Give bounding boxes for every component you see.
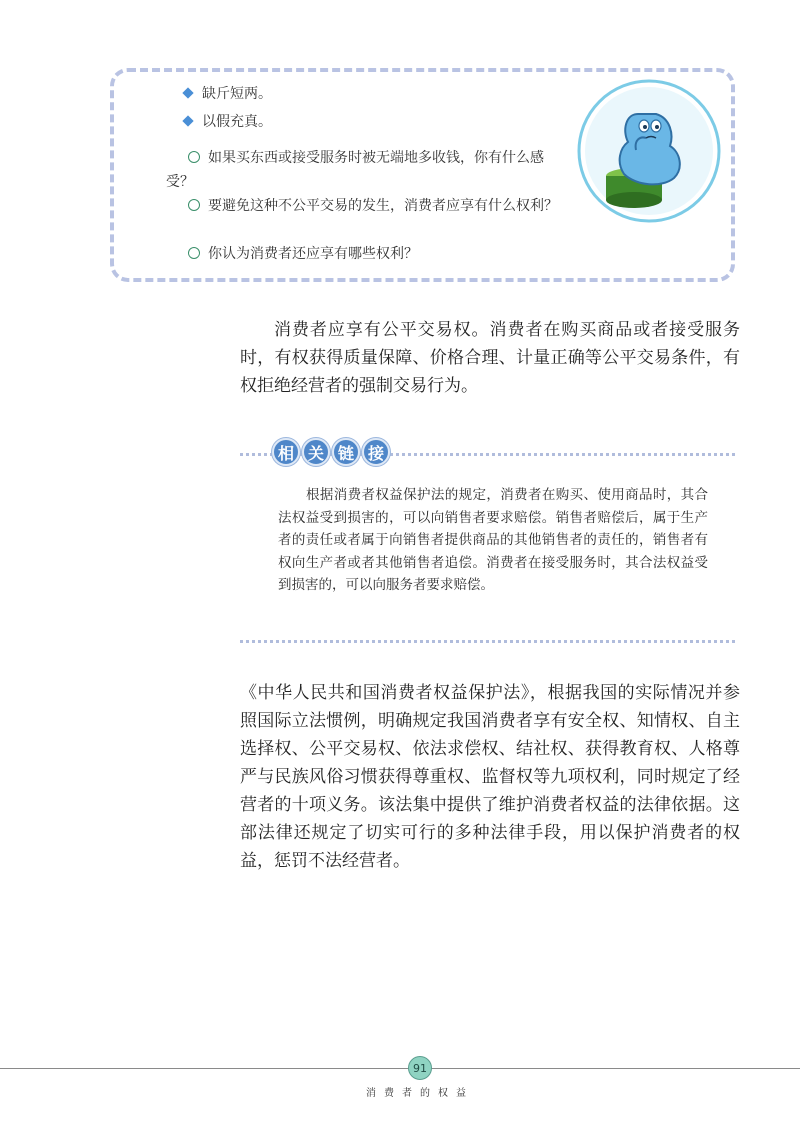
label-char: 关	[302, 438, 330, 466]
bullet-item: 缺斤短两。	[184, 84, 272, 104]
footer-title: 消费者的权益	[366, 1088, 474, 1099]
diamond-bullet-icon	[182, 87, 193, 98]
circle-bullet-icon	[188, 199, 200, 211]
question-item: 要避免这种不公平交易的发生，消费者应享有什么权利？	[166, 194, 566, 218]
diamond-bullet-icon	[182, 115, 193, 126]
label-char: 相	[272, 438, 300, 466]
question-item: 如果买东西或接受服务时被无端地多收钱，你有什么感受？	[166, 150, 544, 190]
related-link-label	[272, 438, 390, 468]
label-char: 链	[332, 438, 360, 466]
page-number: 91	[408, 1056, 432, 1080]
circle-bullet-icon	[188, 247, 200, 259]
discussion-box	[110, 68, 735, 282]
main-paragraph: 消费者应享有公平交易权。消费者在购买商品或者接受服务时，有权获得质量保障、价格合理、计量正确等公平交易条件，有权拒绝经营者的强制交易行为。	[240, 320, 740, 396]
dotted-divider	[240, 640, 735, 643]
law-paragraph: 《中华人民共和国消费者权益保护法》，根据我国的实际情况并参照国际立法惯例，明确规定我国消费者享有安全权、知情权、自主选择权、公平交易权、依法求偿权、结社权、获得教育权、人格尊严与民族风俗习惯获得尊重权、监督权等九项权利，同时规定了经营者的十项义务。该法集中提供了维护消费者权益的法律依据。这部法律还规定了切实可行的多种法律手段，用以保护消费者的权益，惩罚不法经营者。	[240, 683, 740, 871]
label-char: 接	[362, 438, 390, 466]
circle-bullet-icon	[188, 151, 200, 163]
bullet-item: 以假充真。	[184, 112, 272, 132]
question-item: 你认为消费者还应享有哪些权利？	[166, 242, 566, 266]
related-link-text: 根据消费者权益保护法的规定，消费者在购买、使用商品时，其合法权益受到损害的，可以向销售者要求赔偿。销售者赔偿后，属于生产者的责任或者属于向销售者提供商品的其他销售者的责任的，销售者有权向生产者或者其他销售者追偿。消费者在接受服务时，其合法权益受到损害的，可以向服务者要求赔偿。	[278, 487, 708, 593]
footer-rule	[0, 1068, 800, 1069]
thinking-character-illustration	[576, 78, 722, 224]
